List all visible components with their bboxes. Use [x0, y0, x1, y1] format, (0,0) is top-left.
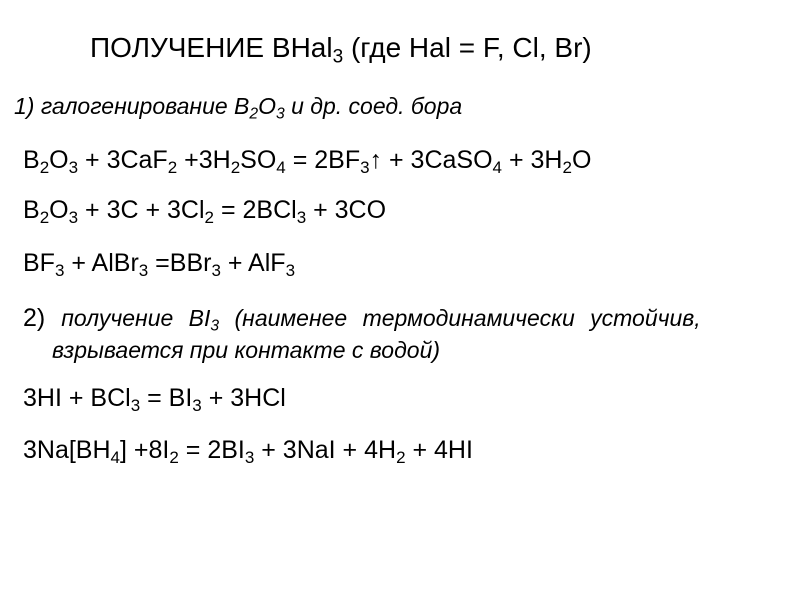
equation-bf3-synthesis: $B_2O_3 + 3CaF_2 +3H_2SO_4$ = $2BF_3↑$ + 3CaSO$_4$ + $3H_2O$: [23, 146, 592, 178]
section-2-heading: 2) получение $BI_3$ (наименее термодинамически устойчив,: [23, 304, 701, 335]
equation-bcl3-synthesis: $B_2O_3 + 3C + 3Cl_2 = 2BCl_3 + 3CO$: [23, 196, 387, 228]
equation-bbr3-synthesis: $BF_3$ + AlBr$_3$ =BBr$_3$ + AlF$_3$: [23, 249, 296, 281]
section-2-heading-line2: взрывается при контакте с водой): [52, 337, 441, 363]
slide-title: ПОЛУЧЕНИЕ BHal$_3$ (где Hal = F, Cl, Br): [90, 32, 592, 68]
equation-bi3-from-hi: $3HI + BCl_3 = BI_3 + 3HCl$: [23, 384, 286, 416]
section-1-heading: 1) галогенирование $B_2O_3$ и др. соед. бора: [14, 93, 463, 123]
equation-bi3-from-nabh4: $3Na[BH_4] +8I_2 = 2BI_3 + 3NaI + 4H_2 + 4HI$: [23, 436, 473, 468]
